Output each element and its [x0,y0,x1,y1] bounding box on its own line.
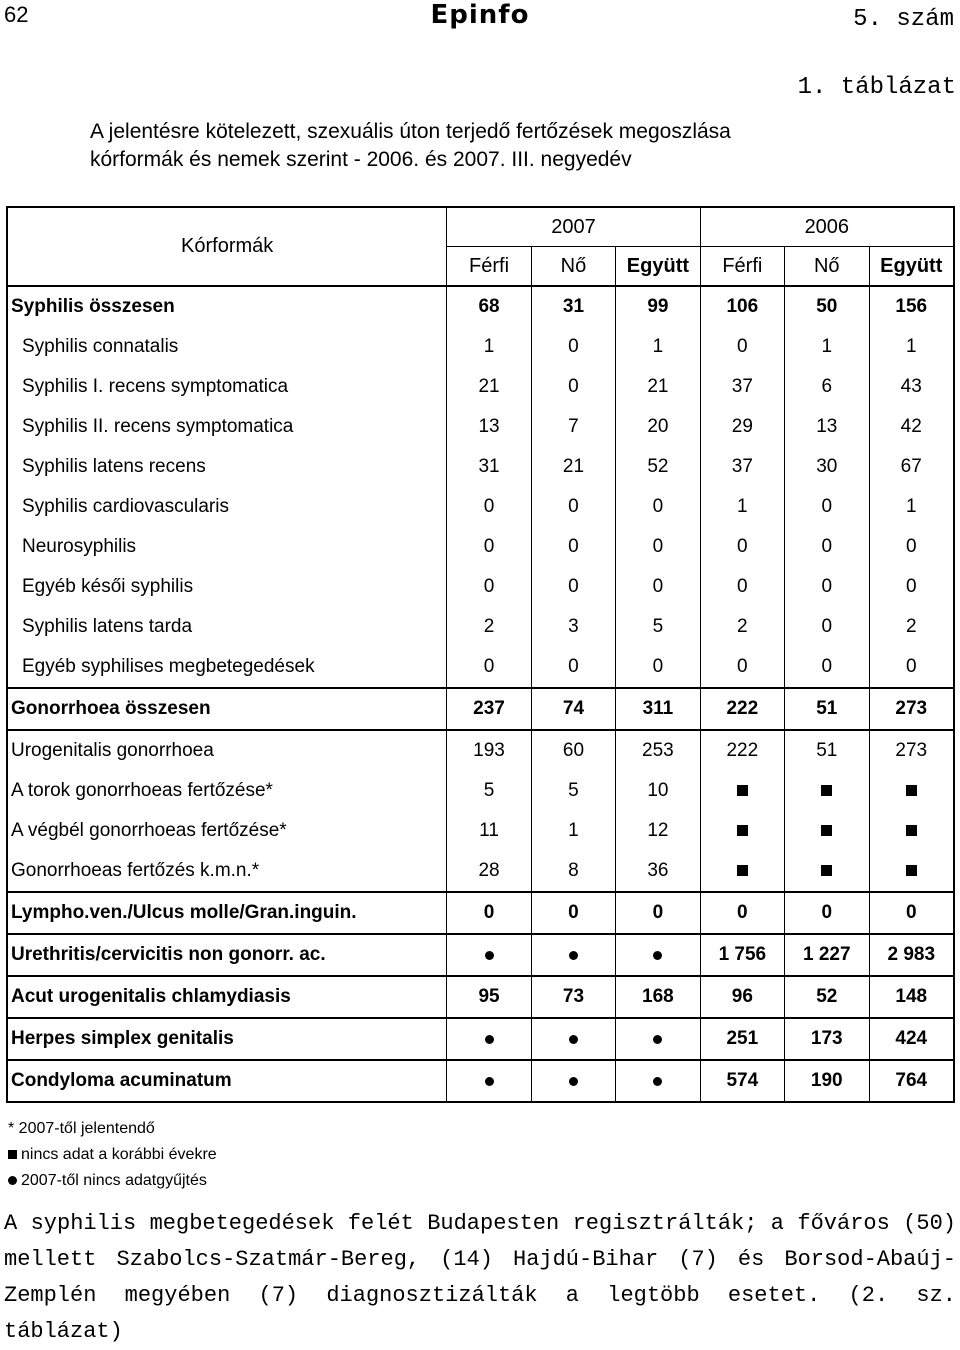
table-row [7,407,954,447]
dot-icon [653,1077,662,1086]
no-data-cell [785,811,869,851]
table-cell: 0 [785,647,869,688]
table-cell: 7 [531,407,615,447]
square-icon [906,865,917,876]
row-label: Syphilis I. recens symptomatica [7,367,447,407]
table-cell: 52 [785,976,869,1018]
dot-icon [653,951,662,960]
no-collection-cell [531,1018,615,1060]
no-collection-cell [531,1060,615,1102]
square-icon [821,825,832,836]
table-body [7,286,954,1102]
table-cell: 0 [869,567,954,607]
table-cell: 0 [785,607,869,647]
table-cell: 0 [447,567,531,607]
no-data-cell [785,771,869,811]
no-data-cell [869,811,954,851]
table-row [7,730,954,771]
table-cell: 21 [447,367,531,407]
table-cell: 0 [447,647,531,688]
table-cell: 222 [700,688,784,730]
table-cell: 0 [700,327,784,367]
table-cell: 156 [869,286,954,327]
table-cell: 37 [700,367,784,407]
table-cell: 42 [869,407,954,447]
table-row [7,934,954,976]
table-cell: 5 [447,771,531,811]
table-cell: 253 [616,730,700,771]
table-row [7,892,954,934]
table-cell: 764 [869,1060,954,1102]
no-data-cell [869,771,954,811]
column-header-year-2007: 2007 [447,207,700,247]
row-label: Neurosyphilis [7,527,447,567]
table-cell: 1 [531,811,615,851]
table-row [7,647,954,688]
table-cell: 2 [700,607,784,647]
table-cell: 28 [447,851,531,892]
table-cell: 0 [616,527,700,567]
table-cell: 0 [785,567,869,607]
table-cell: 13 [447,407,531,447]
row-label: Egyéb syphilises megbetegedések [7,647,447,688]
row-label: Urethritis/cervicitis non gonorr. ac. [7,934,447,976]
table-row [7,447,954,487]
table-row [7,1018,954,1060]
table-cell: 0 [531,327,615,367]
table-cell: 2 [869,607,954,647]
table-cell: 2 983 [869,934,954,976]
table-cell: 1 [785,327,869,367]
table-cell: 30 [785,447,869,487]
issue-number: 5. szám [853,6,954,33]
square-icon [737,825,748,836]
table-row [7,567,954,607]
table-row [7,1060,954,1102]
column-header-male: Férfi [700,247,784,287]
row-label: Condyloma acuminatum [7,1060,447,1102]
footnote-asterisk [8,1116,217,1142]
table-cell: 0 [700,892,784,934]
row-label: Lympho.ven./Ulcus molle/Gran.inguin. [7,892,447,934]
table-cell: 12 [616,811,700,851]
table-cell: 0 [785,527,869,567]
table-cell: 237 [447,688,531,730]
dot-icon [485,1077,494,1086]
square-icon [821,865,832,876]
table-cell: 173 [785,1018,869,1060]
no-collection-cell [447,1018,531,1060]
table-cell: 2 [447,607,531,647]
table-cell: 67 [869,447,954,487]
no-data-cell [785,851,869,892]
square-icon [906,825,917,836]
table-cell: 5 [531,771,615,811]
table-cell: 96 [700,976,784,1018]
table-cell: 190 [785,1060,869,1102]
page-number: 62 [4,2,29,27]
table-cell: 0 [616,567,700,607]
dot-icon [569,951,578,960]
row-label: Urogenitalis gonorrhoea [7,730,447,771]
no-data-cell [700,771,784,811]
column-header-year-2006: 2006 [700,207,954,247]
table-row [7,771,954,811]
table-title-line: kórformák és nemek szerint - 2006. és 2007. III. negyedév [90,148,632,171]
table-label: 1. táblázat [797,74,956,101]
body-paragraph: A syphilis megbetegedések felét Budapesten regisztrálták; a főváros (50) mellett Szabolcs-Szatmár-Bereg, (14) Hajdú-Bihar (7) és Borsod-Abaúj-Zemplén megyében (7) diagnosztizálták a legtöbb esetet. (2. sz. táblázat) [4,1211,956,1344]
table-cell: 106 [700,286,784,327]
table-cell: 3 [531,607,615,647]
table-cell: 0 [700,647,784,688]
table-title [90,118,731,174]
table-cell: 36 [616,851,700,892]
no-collection-cell [616,1018,700,1060]
table-cell: 574 [700,1060,784,1102]
no-collection-cell [447,1060,531,1102]
square-icon [737,865,748,876]
column-header-male: Férfi [447,247,531,287]
table-cell: 99 [616,286,700,327]
table-cell: 0 [531,367,615,407]
table-cell: 1 [869,487,954,527]
dot-icon [653,1035,662,1044]
table-cell: 1 [700,487,784,527]
table-cell: 311 [616,688,700,730]
table-cell: 31 [447,447,531,487]
table-cell: 11 [447,811,531,851]
footnote-text: * 2007-től jelentendő [8,1120,155,1137]
table-cell: 1 [447,327,531,367]
row-label: Syphilis latens tarda [7,607,447,647]
table-cell: 193 [447,730,531,771]
table-cell: 0 [700,567,784,607]
table-cell: 0 [531,527,615,567]
table-cell: 251 [700,1018,784,1060]
table-cell: 37 [700,447,784,487]
table-row [7,851,954,892]
table-cell: 13 [785,407,869,447]
table-cell: 168 [616,976,700,1018]
row-label: Syphilis cardiovascularis [7,487,447,527]
table-cell: 21 [531,447,615,487]
table-cell: 424 [869,1018,954,1060]
table-cell: 0 [447,527,531,567]
row-label: Acut urogenitalis chlamydiasis [7,976,447,1018]
table-cell: 51 [785,688,869,730]
table-cell: 74 [531,688,615,730]
table-cell: 1 756 [700,934,784,976]
table-cell: 0 [700,527,784,567]
table-row [7,286,954,327]
row-label: Egyéb késői syphilis [7,567,447,607]
no-data-cell [700,811,784,851]
table-cell: 1 [869,327,954,367]
table-cell: 0 [447,487,531,527]
square-icon [821,785,832,796]
table-cell: 0 [531,487,615,527]
table-cell: 0 [531,892,615,934]
data-table [6,206,955,1103]
table-title-line: A jelentésre kötelezett, szexuális úton terjedő fertőzések megoszlása [90,120,731,143]
table-cell: 21 [616,367,700,407]
table-cell: 60 [531,730,615,771]
table-cell: 1 227 [785,934,869,976]
table-cell: 0 [869,527,954,567]
table-cell: 20 [616,407,700,447]
column-header-female: Nő [785,247,869,287]
dot-icon [8,1176,17,1185]
row-label: Gonorrhoea összesen [7,688,447,730]
table-row [7,607,954,647]
table-cell: 0 [616,892,700,934]
table-cell: 8 [531,851,615,892]
table-cell: 0 [869,647,954,688]
row-label: A torok gonorrhoeas fertőzése* [7,771,447,811]
table-row [7,976,954,1018]
no-collection-cell [616,1060,700,1102]
row-label: Syphilis latens recens [7,447,447,487]
column-header-female: Nő [531,247,615,287]
no-data-cell [869,851,954,892]
table-cell: 0 [616,647,700,688]
table-cell: 0 [447,892,531,934]
table-cell: 5 [616,607,700,647]
table-cell: 222 [700,730,784,771]
no-collection-cell [616,934,700,976]
table-row [7,487,954,527]
row-label: Herpes simplex genitalis [7,1018,447,1060]
table-cell: 29 [700,407,784,447]
row-label: Syphilis II. recens symptomatica [7,407,447,447]
dot-icon [485,1035,494,1044]
table-row [7,527,954,567]
column-header-total: Együtt [616,247,700,287]
footnote-text: 2007-től nincs adatgyűjtés [21,1172,207,1189]
no-collection-cell [447,934,531,976]
table-row [7,367,954,407]
no-data-cell [700,851,784,892]
table-cell: 273 [869,688,954,730]
table-cell: 95 [447,976,531,1018]
table-cell: 0 [785,487,869,527]
table-row [7,811,954,851]
square-icon [737,785,748,796]
footnote-dot [8,1168,217,1194]
dot-icon [569,1077,578,1086]
table-cell: 52 [616,447,700,487]
dot-icon [485,951,494,960]
table-cell: 0 [531,567,615,607]
row-label: Syphilis connatalis [7,327,447,367]
table-cell: 43 [869,367,954,407]
footnote-text: nincs adat a korábbi évekre [21,1146,217,1163]
table-cell: 0 [785,892,869,934]
dot-icon [569,1035,578,1044]
table-cell: 73 [531,976,615,1018]
table-cell: 10 [616,771,700,811]
table-row [7,327,954,367]
row-label: Gonorrhoeas fertőzés k.m.n.* [7,851,447,892]
table-cell: 6 [785,367,869,407]
row-label: A végbél gonorrhoeas fertőzése* [7,811,447,851]
row-label: Syphilis összesen [7,286,447,327]
footnotes [8,1116,217,1194]
table-cell: 148 [869,976,954,1018]
footnote-square [8,1142,217,1168]
column-header-total: Együtt [869,247,954,287]
table-cell: 51 [785,730,869,771]
journal-logo: Epinfo [430,0,530,30]
square-icon [8,1150,17,1159]
table-row [7,688,954,730]
table-cell: 0 [531,647,615,688]
no-collection-cell [531,934,615,976]
table-cell: 0 [869,892,954,934]
table-cell: 1 [616,327,700,367]
table-cell: 68 [447,286,531,327]
square-icon [906,785,917,796]
table-cell: 0 [616,487,700,527]
table-cell: 31 [531,286,615,327]
table-cell: 50 [785,286,869,327]
table-cell: 273 [869,730,954,771]
column-header-diseases: Kórformák [7,207,447,286]
